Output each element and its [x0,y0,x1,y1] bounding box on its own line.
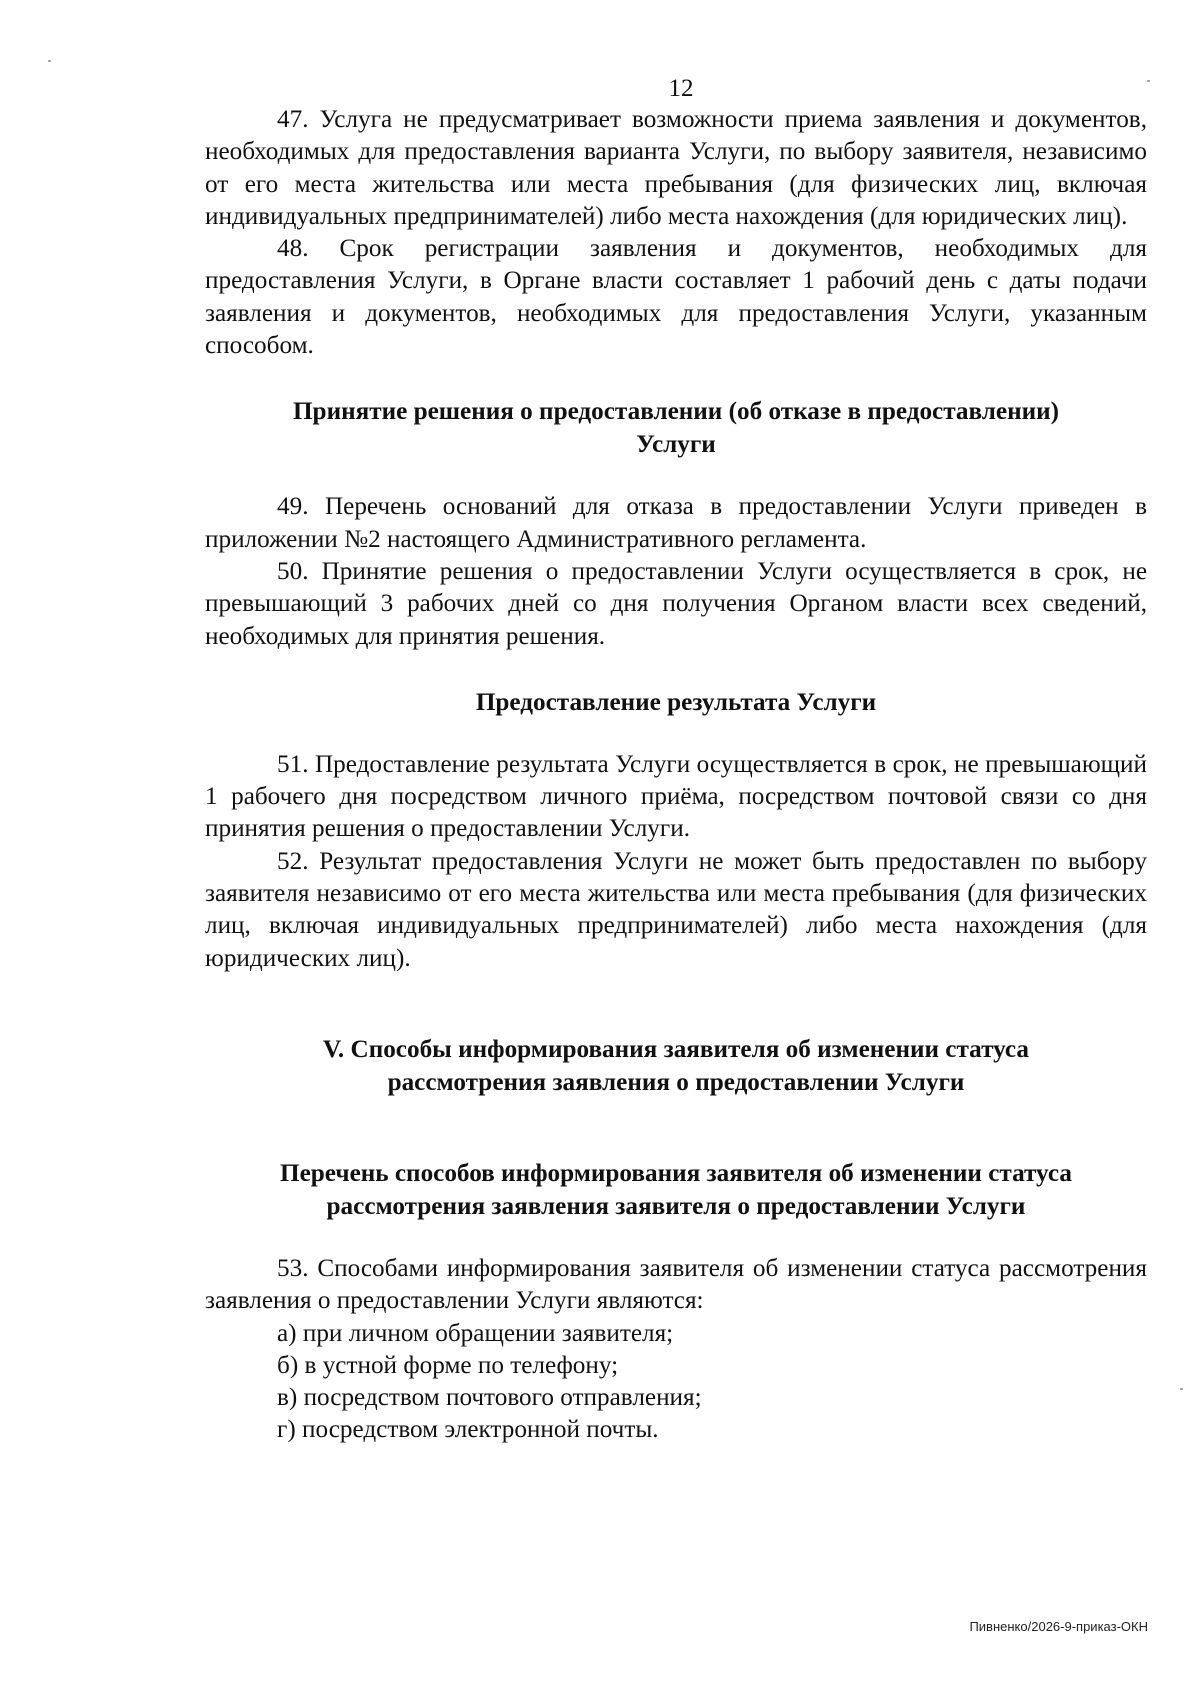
heading-info-methods-line-1: Перечень способов информирования заявителя об изменении статуса [280,1159,1072,1187]
paragraph-48: 48. Срок регистрации заявления и документов, необходимых для предоставления Услуги, в Органе власти составляет 1 рабочий день с даты подачи заявления и документов, необходимых для предоставления Услуги, указанным способом. [205,235,1147,360]
document-reference-footer: Пивненко/2026-9-приказ-ОКН [969,1619,1148,1634]
paragraph-49: 49. Перечень оснований для отказа в предоставлении Услуги приведен в приложении №2 настоящего Административного регламента. [205,493,1147,553]
page-number: 12 [668,75,694,102]
scan-artifact [48,60,51,62]
scan-artifact [1180,1388,1183,1390]
document-body [205,104,1147,1447]
heading-info-methods-line-2: рассмотрения заявления заявителя о предоставлении Услуги [326,1192,1026,1220]
paragraph-50: 50. Принятие решения о предоставлении Услуги осуществляется в срок, не превышающий 3 рабочих дней со дня получения Органом власти всех сведений, необходимых для принятия решения. [205,557,1147,650]
heading-decision-line-1: Принятие решения о предоставлении (об отказе в предоставлении) [292,398,1060,426]
heading-section-5-line-1: V. Способы информирования заявителя об изменении статуса [322,1035,1030,1063]
paragraph-53: 53. Способами информирования заявителя об изменении статуса рассмотрения заявления о предоставлении Услуги являются: [205,1254,1147,1315]
list-item-b: б) в устной форме по телефону; [277,1351,619,1379]
heading-result: Предоставление результата Услуги [475,688,877,716]
heading-decision-line-2: Услуги [636,431,716,459]
paragraph-47: 47. Услуга не предусматривает возможности приема заявления и документов, необходимых для предоставления варианта Услуги, по выбору заявителя, независимо от его места жительства или места пребывания (для физических лиц, включая индивидуальных предпринимателей) либо места нахождения (для юридических лиц). [205,106,1147,230]
paragraph-51: 51. Предоставление результата Услуги осуществляется в срок, не превышающий 1 рабочего дня посредством личного приёма, посредством почтовой связи со дня принятия решения о предоставлении Услуги. [205,750,1147,843]
list-item-a: а) при личном обращении заявителя; [277,1319,674,1347]
list-item-c: в) посредством почтового отправления; [277,1384,702,1412]
heading-section-5-line-2: рассмотрения заявления о предоставлении Услуги [387,1068,965,1096]
paragraph-52: 52. Результат предоставления Услуги не может быть предоставлен по выбору заявителя независимо от его места жительства или места пребывания (для физических лиц, включая индивидуальных предпринимателей) либо места нахождения (для юридических лиц). [205,847,1147,972]
list-item-d: г) посредством электронной почты. [277,1416,659,1444]
